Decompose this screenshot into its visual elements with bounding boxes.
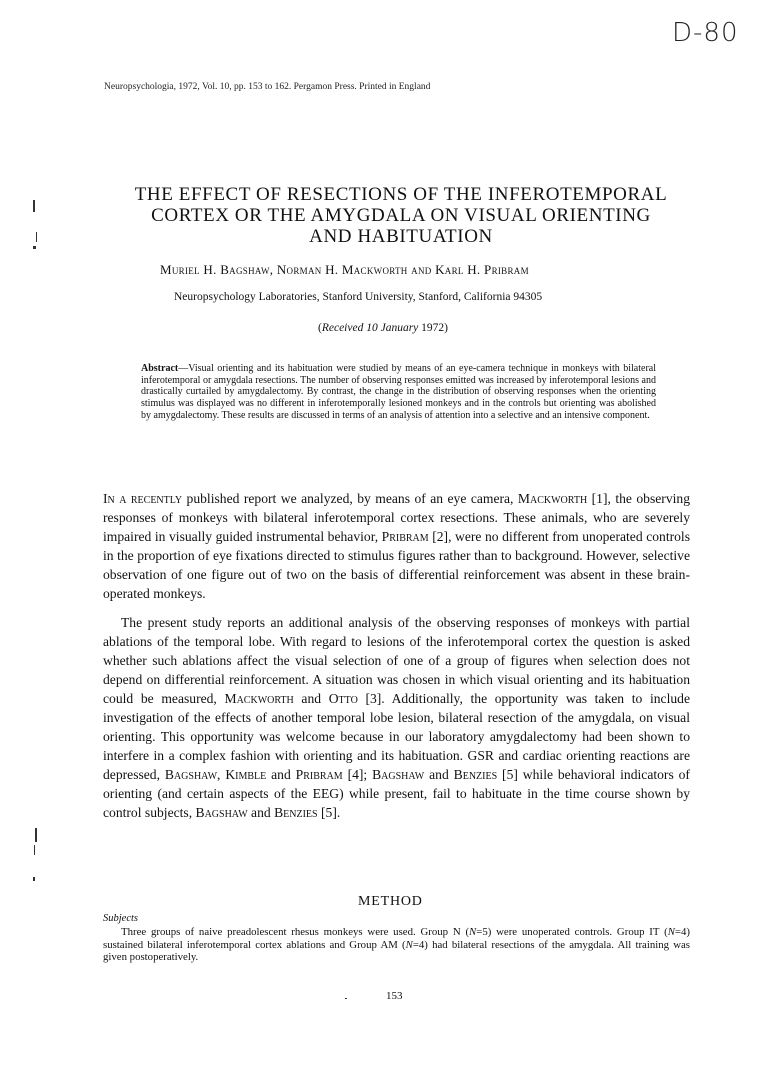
intro-paragraph-2 [103,613,690,822]
received-date [318,322,448,334]
received-paren: ( [318,322,322,334]
citation-author: Mackworth [224,691,294,706]
variable-n: N [405,938,413,951]
paragraph-text: =4) had bilateral resections of the amygdala. All training was given postoperatively. [103,938,690,963]
citation-author: Pribram [381,529,429,544]
affiliation: Neuropsychology Laboratories, Stanford University, Stanford, California 94305 [174,291,543,303]
author-list [160,262,660,278]
paragraph-text: =5) were unoperated controls. Group IT ( [476,926,668,938]
subjects-paragraph [103,926,690,964]
scan-mark [345,998,347,999]
paper-title [90,184,712,247]
paragraph-text: published report we analyzed, by means of an eye camera, [182,491,518,506]
citation-author: Bagshaw, Kimble [164,767,267,782]
received-year: 1972) [418,322,448,334]
citation-author: Pribram [295,767,343,782]
citation-author: Mackworth [517,491,588,506]
variable-n: N [667,926,675,938]
received-label: Received [321,322,364,334]
scan-mark [33,246,36,249]
paragraph-text: and [247,805,275,820]
scan-mark [36,232,37,242]
author-separator: and [407,262,436,277]
paragraph-text: and [424,767,454,782]
citation-author: Bagshaw [372,767,425,782]
paragraph-lead-in: In a recently [103,491,183,506]
abstract [141,363,656,422]
handwritten-note: D-80 [672,18,739,48]
scan-mark [35,828,37,842]
paragraph-text: [1], the observing responses of monkeys with bilateral inferotemporal cortex resections. These animals, who are severely impaired in visually guided instrumental behavior, [103,491,690,544]
paragraph-text: [5] while behavioral indicators of orienting (and certain aspects of the EEG) while present, fail to habituate in the time course shown by control subjects, [103,767,690,820]
citation-author: Bagshaw [195,805,248,820]
abstract-label: Abstract [141,363,179,374]
paragraph-text: [5]. [317,805,341,820]
citation-author: Otto [328,691,358,706]
page-number: 153 [386,990,403,1002]
author-1: Muriel H. Bagshaw [160,262,270,277]
author-separator: , [269,262,277,277]
paragraph-text: =4) sustained bilateral inferotemporal cortex ablations and Group AM ( [103,926,690,951]
title-line-1: THE EFFECT OF RESECTIONS OF THE INFEROTEMPORAL [134,184,668,205]
citation-author: Benzies [453,767,498,782]
intro-paragraph-1 [103,489,690,603]
paragraph-text: Three groups of naive preadolescent rhesus monkeys were used. Group N ( [121,926,470,938]
author-3: Karl H. Pribram [435,262,529,277]
paragraph-text: and [293,691,329,706]
abstract-text: —Visual orienting and its habituation were studied by means of an eye-camera technique in monkeys with bilateral inferotemporal or amygdala resections. The number of observing responses emitted was increased by inferotemporal lesions and drastically curtailed by amygdalectomy. By contrast, the change in the distribution of observing responses when the orienting stimulus was displayed was no different in inferotemporally lesioned monkeys and in the controls but orienting was abolished by amygdalectomy. These results are discussed in terms of an analysis of attention into a selective and an intensive component. [141,363,656,421]
paragraph-text: [3]. Additionally, the opportunity was taken to include investigation of the effects of another temporal lobe lesion, bilateral resection of the amygdala, on visual orienting. This opportunity was welcome because in our laboratory amygdalectomy had been shown to interfere in a complex fashion with orienting and its habituation. GSR and cardiac orienting reactions are depressed, [103,691,690,782]
variable-n: N [469,926,477,938]
author-2: Norman H. Mackworth [276,262,408,277]
paragraph-text: and [266,767,296,782]
scan-mark [34,845,35,855]
title-line-3: AND HABITUATION [309,226,493,247]
paragraph-text: [2], were no different from unoperated controls in the proportion of eye fixations directed to stimulus figures rather than to background. However, selective observation of one figure out of two on the basis of differential reinforcement was absent in these brain-operated monkeys. [103,529,690,601]
subsection-heading-subjects: Subjects [103,913,138,924]
citation-author: Benzies [274,805,318,820]
paragraph-text: The present study reports an additional analysis of the observing responses of monkeys with partial ablations of the temporal lobe. With regard to lesions of the inferotemporal cortex the question is asked whether such ablations affect the visual selection of one of a group of figures when selection does not depend on differential reinforcement. A situation was chosen in which visual orienting and its habituation could be measured, [103,615,690,706]
scan-mark [33,200,35,212]
paragraph-text: [4]; [342,767,373,782]
section-heading-method: METHOD [358,894,423,909]
scan-mark [33,877,35,881]
title-line-2: CORTEX OR THE AMYGDALA ON VISUAL ORIENTING [151,205,651,226]
journal-citation-line: Neuropsychologia, 1972, Vol. 10, pp. 153 to 162. Pergamon Press. Printed in England [104,82,431,92]
received-date-value: 10 January [363,322,419,334]
